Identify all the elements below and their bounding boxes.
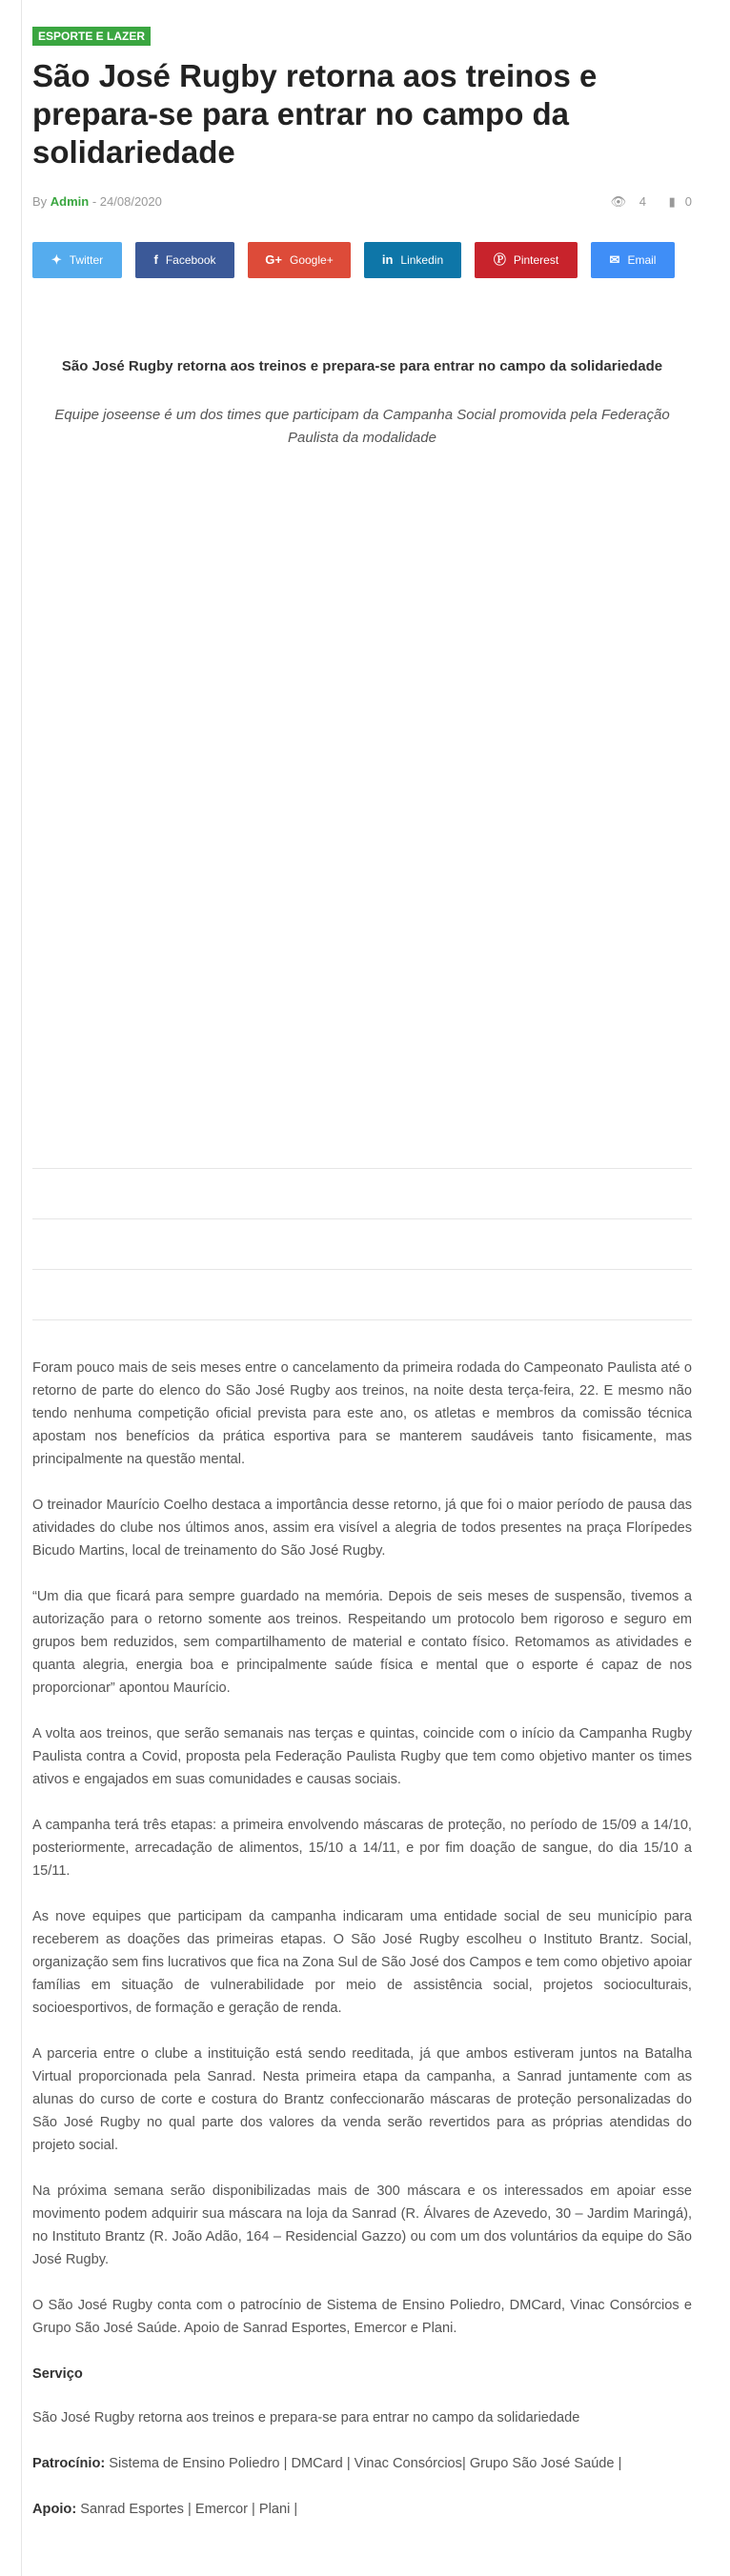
left-border xyxy=(21,0,22,2576)
lead-title: São José Rugby retorna aos treinos e prepara-se para entrar no campo da solidariedade xyxy=(61,358,663,374)
post-stats xyxy=(592,194,692,210)
email-icon: ✉ xyxy=(609,252,620,267)
divider xyxy=(32,1269,692,1270)
share-email-button[interactable] xyxy=(591,242,675,278)
post-date: - 24/08/2020 xyxy=(89,194,162,209)
article-body xyxy=(32,1357,692,2544)
paragraph: Foram pouco mais de seis meses entre o cancelamento da primeira rodada do Campeonato Paulista até o retorno de parte do elenco do São José Rugby aos treinos, na noite desta terça-feira, 22. E mesmo não tendo nenhuma competição oficial prevista para este ano, os atletas e membros da comissão técnica apostam nos benefícios da prática esportiva para se manterem saudáveis tanto fisicamente, mas principalmente na questão mental. xyxy=(32,1360,692,1467)
share-twitter-label: Twitter xyxy=(69,253,104,267)
category-badge[interactable]: ESPORTE E LAZER xyxy=(32,27,151,46)
patrocinio-text: Sistema de Ensino Poliedro | DMCard | Vinac Consórcios| Grupo São José Saúde | xyxy=(105,2456,622,2471)
paragraph: A volta aos treinos, que serão semanais nas terças e quintas, coincide com o início da Campanha Rugby Paulista contra a Covid, proposta pela Federação Paulista Rugby que tem como objetivo manter os times ativos e engajados em suas comunidades e causas sociais. xyxy=(32,1726,692,1787)
servico-line: São José Rugby retorna aos treinos e prepara-se para entrar no campo da solidariedade xyxy=(32,2410,580,2425)
share-linkedin-button[interactable] xyxy=(364,242,461,278)
apoio-line xyxy=(32,2498,692,2521)
author-link[interactable]: Admin xyxy=(50,194,90,209)
comments-value: 0 xyxy=(684,194,692,209)
lead-subtitle: Equipe joseense é um dos times que participam da Campanha Social promovida pela Federação Paulista da modalidade xyxy=(54,407,670,446)
share-facebook-label: Facebook xyxy=(165,253,216,267)
pinterest-icon: Ⓟ xyxy=(493,252,506,267)
paragraph: “Um dia que ficará para sempre guardado na memória. Depois de seis meses de suspensão, tivemos a autorização para o retorno somente aos treinos. Respeitando um protocolo bem rigoroso e seguro em grupos bem reduzidos, sem compartilhamento de material e contato físico. Retomamos as atividades e quanta alegria, energia boa e principalmente saúde física e mental que o esporte é capaz de nos proporcionar” apontou Maurício. xyxy=(32,1589,692,1696)
apoio-text: Sanrad Esportes | Emercor | Plani | xyxy=(76,2502,298,2517)
share-googleplus-button[interactable] xyxy=(248,242,351,278)
apoio-label: Apoio: xyxy=(32,2502,77,2517)
patrocinio-label: Patrocínio: xyxy=(32,2456,106,2471)
paragraph: A parceria entre o clube a instituição está sendo reeditada, já que ambos estiveram juntos na Batalha Virtual proporcionada pela Sanrad. Nesta primeira etapa da campanha, a Sanrad juntamente com as alunas do curso de corte e costura do Brantz confeccionarão máscaras de proteção personalizadas do São José Rugby no qual parte dos valores da venda serão revertidos para as próprias atendidas do projeto social. xyxy=(32,2046,692,2153)
views-count xyxy=(601,194,646,209)
share-twitter-button[interactable] xyxy=(32,242,122,278)
article-meta xyxy=(32,194,692,211)
views-value: 4 xyxy=(639,194,646,209)
share-bar xyxy=(32,242,700,278)
divider xyxy=(32,1218,692,1219)
article-title: São José Rugby retorna aos treinos e prepara-se para entrar no campo da solidariedade xyxy=(32,58,598,170)
by-prefix: By xyxy=(32,194,48,209)
share-facebook-button[interactable] xyxy=(135,242,234,278)
eye-icon: 👁 xyxy=(610,194,627,209)
comments-count[interactable] xyxy=(659,194,692,209)
paragraph: O treinador Maurício Coelho destaca a importância desse retorno, já que foi o maior período de pausa das atividades do clube nos últimos anos, assim era visível a alegria de todos presentes na praça Florípedes Bicudo Martins, local de treinamento do São José Rugby. xyxy=(32,1498,692,1559)
servico-heading: Serviço xyxy=(32,2366,83,2382)
paragraph: O São José Rugby conta com o patrocínio de Sistema de Ensino Poliedro, DMCard, Vinac Consórcios e Grupo São José Saúde. Apoio de Sanrad Esportes, Emercor e Plani. xyxy=(32,2298,692,2336)
share-pinterest-label: Pinterest xyxy=(513,253,559,267)
comment-icon: ▮ xyxy=(668,194,676,209)
share-email-label: Email xyxy=(627,253,657,267)
paragraph: A campanha terá três etapas: a primeira envolvendo máscaras de proteção, no período de 15/09 a 14/10, posteriormente, arrecadação de alimentos, 15/10 a 14/11, e por fim doação de sangue, do dia 15/10 a 15/11. xyxy=(32,1818,692,1879)
google-plus-icon: G+ xyxy=(265,252,282,267)
facebook-icon: f xyxy=(153,252,158,267)
byline xyxy=(32,194,162,209)
share-linkedin-label: Linkedin xyxy=(400,253,444,267)
patrocinio-line xyxy=(32,2452,692,2475)
share-pinterest-button[interactable] xyxy=(475,242,578,278)
linkedin-icon: in xyxy=(381,252,394,267)
paragraph: Na próxima semana serão disponibilizadas mais de 300 máscara e os interessados em apoiar esse movimento podem adquirir sua máscara na loja da Sanrad (R. Álvares de Azevedo, 30 – Jardim Maringá), no Instituto Brantz (R. João Adão, 164 – Residencial Gazzo) ou com um dos voluntários da equipe do São José Rugby. xyxy=(32,2184,692,2267)
divider xyxy=(32,1319,692,1320)
paragraph: As nove equipes que participam da campanha indicaram uma entidade social de seu município para receberem as doações das primeiras etapas. O São José Rugby escolheu o Instituto Brantz. Social, organização sem fins lucrativos que fica na Zona Sul de São José dos Campos e tem como objetivo apoiar famílias em situação de vulnerabilidade por meio de assistência social, projetos socioculturais, socioesportivos, de formação e geração de renda. xyxy=(32,1909,692,2016)
divider xyxy=(32,1168,692,1169)
twitter-icon: ✦ xyxy=(51,252,62,267)
share-googleplus-label: Google+ xyxy=(290,253,334,267)
